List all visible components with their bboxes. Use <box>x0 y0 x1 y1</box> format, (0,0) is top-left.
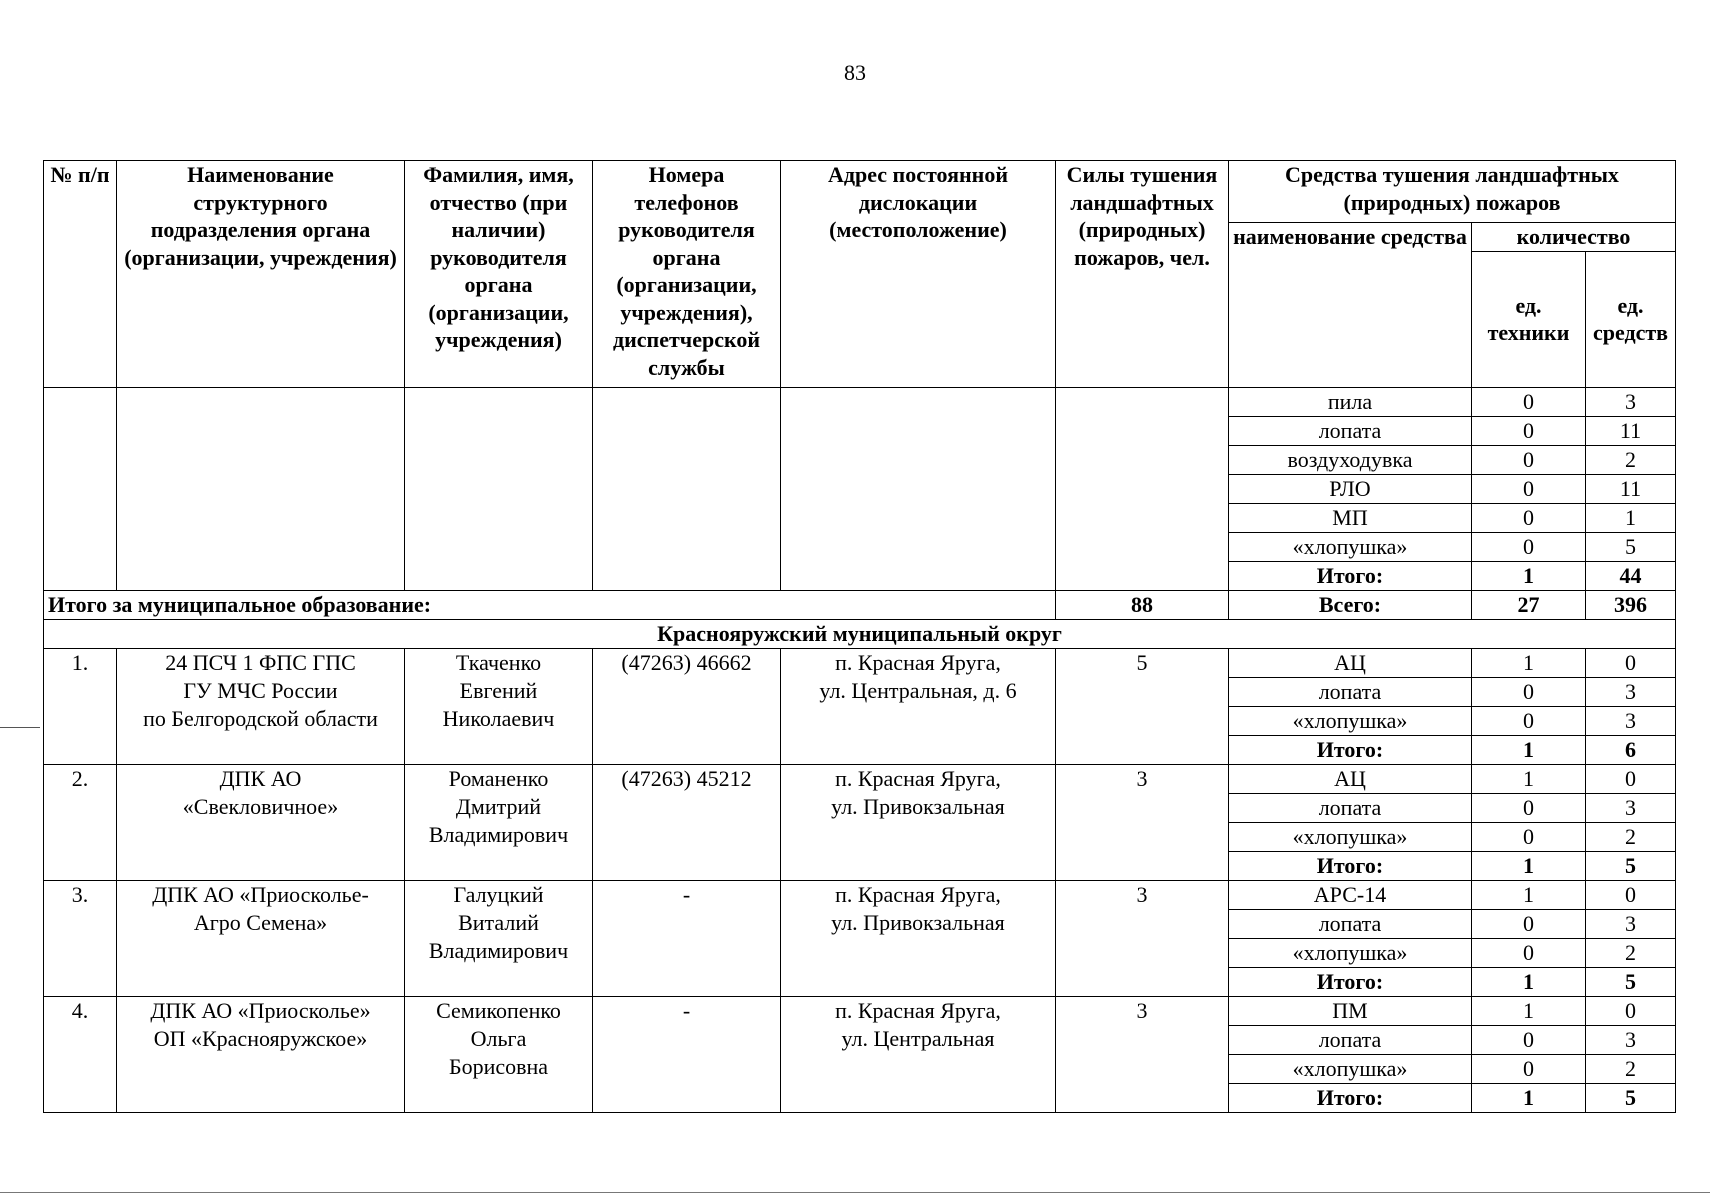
units-means: 3 <box>1586 793 1676 822</box>
means-name: лопата <box>1229 793 1472 822</box>
means-name: пила <box>1229 387 1472 416</box>
header-means: Средства тушения ландшафтных (природных) пожаров <box>1229 161 1676 223</box>
entry-num: 4. <box>44 996 117 1112</box>
units-tech: 1 <box>1472 648 1586 677</box>
table-row <box>44 880 1676 909</box>
entry-num: 1. <box>44 648 117 764</box>
entry-head-line: Владимирович <box>428 937 569 963</box>
header-head: Фамилия, имя, отчество (при наличии) руководителя органа (организации, учреждения) <box>405 161 593 388</box>
means-name: лопата <box>1229 677 1472 706</box>
units-tech: 0 <box>1472 387 1586 416</box>
units-means: 2 <box>1586 1054 1676 1083</box>
table-row <box>44 996 1676 1025</box>
entry-address-line: ул. Центральная <box>841 1025 995 1051</box>
means-name: лопата <box>1229 909 1472 938</box>
means-name: Итого: <box>1229 967 1472 996</box>
units-means: 2 <box>1586 445 1676 474</box>
header-units-means: ед. средств <box>1586 251 1676 387</box>
scan-bottom-line <box>0 1192 1710 1193</box>
entry-head <box>405 648 593 764</box>
entry-unit <box>117 880 405 996</box>
table-row <box>44 387 1676 416</box>
units-means: 6 <box>1586 735 1676 764</box>
table-body <box>44 387 1676 1112</box>
entry-head-line: Николаевич <box>442 705 555 731</box>
units-means: 11 <box>1586 416 1676 445</box>
means-name: АЦ <box>1229 764 1472 793</box>
municipal-total-label: Итого за муниципальное образование: <box>44 590 1056 619</box>
units-means: 3 <box>1586 1025 1676 1054</box>
units-means: 11 <box>1586 474 1676 503</box>
units-tech: 0 <box>1472 909 1586 938</box>
units-tech: 0 <box>1472 677 1586 706</box>
means-name: «хлопушка» <box>1229 938 1472 967</box>
entry-head-line: Дмитрий <box>455 793 542 819</box>
entry-head-line: Владимирович <box>428 821 569 847</box>
entry-unit-line: по Белгородской области <box>143 705 378 731</box>
entry-head-line: Евгений <box>459 677 538 703</box>
entry-unit-line: 24 ПСЧ 1 ФПС ГПС <box>165 649 356 675</box>
means-name: АЦ <box>1229 648 1472 677</box>
units-means: 5 <box>1586 967 1676 996</box>
units-means: 3 <box>1586 909 1676 938</box>
entry-head <box>405 996 593 1112</box>
municipal-total-name: Всего: <box>1229 590 1472 619</box>
empty-cell <box>405 387 593 590</box>
units-means: 0 <box>1586 996 1676 1025</box>
entry-address-line: ул. Привокзальная <box>831 909 1005 935</box>
header-unit: Наименование структурного подразделения органа (организации, учреждения) <box>117 161 405 388</box>
means-name: «хлопушка» <box>1229 822 1472 851</box>
entry-unit-line: Агро Семена» <box>193 909 328 935</box>
units-means: 0 <box>1586 764 1676 793</box>
means-name: Итого: <box>1229 1083 1472 1112</box>
table-row <box>44 648 1676 677</box>
entry-address-line: п. Красная Яруга, <box>835 649 1001 675</box>
entry-num: 3. <box>44 880 117 996</box>
entry-forces: 3 <box>1056 880 1229 996</box>
entry-head-line: Семикопенко <box>436 997 561 1023</box>
units-tech: 0 <box>1472 416 1586 445</box>
district-row <box>44 619 1676 648</box>
document-sheet <box>43 160 1676 1113</box>
header-num: № п/п <box>44 161 117 388</box>
means-name: Итого: <box>1229 561 1472 590</box>
units-tech: 0 <box>1472 938 1586 967</box>
units-means: 2 <box>1586 938 1676 967</box>
entry-forces: 5 <box>1056 648 1229 764</box>
units-tech: 1 <box>1472 967 1586 996</box>
entry-phone: (47263) 45212 <box>593 764 781 880</box>
district-title: Краснояружский муниципальный округ <box>44 619 1676 648</box>
entry-forces: 3 <box>1056 996 1229 1112</box>
entry-head-line: Галуцкий <box>453 881 544 907</box>
units-means: 0 <box>1586 648 1676 677</box>
entry-address-line: п. Красная Яруга, <box>835 765 1001 791</box>
means-name: ПМ <box>1229 996 1472 1025</box>
entry-address-line: ул. Привокзальная <box>831 793 1005 819</box>
header-quantity: количество <box>1472 223 1676 252</box>
page-number: 83 <box>844 60 866 85</box>
units-tech: 1 <box>1472 561 1586 590</box>
header-address: Адрес постоянной дислокации (местоположение) <box>781 161 1056 388</box>
empty-cell <box>44 387 117 590</box>
units-means: 44 <box>1586 561 1676 590</box>
means-name: Итого: <box>1229 851 1472 880</box>
entry-address <box>781 996 1056 1112</box>
entry-unit-line: ДПК АО <box>219 765 302 791</box>
entry-unit-line: ДПК АО «Приосколье» <box>150 997 371 1023</box>
header-forces: Силы тушения ландшафтных (природных) пожаров, чел. <box>1056 161 1229 388</box>
empty-cell <box>593 387 781 590</box>
means-name: лопата <box>1229 1025 1472 1054</box>
entry-head-line: Виталий <box>458 909 539 935</box>
entry-unit-line: ДПК АО «Приосколье- <box>152 881 369 907</box>
units-tech: 0 <box>1472 503 1586 532</box>
entry-phone: - <box>593 996 781 1112</box>
entry-unit-line: ГУ МЧС России <box>183 677 338 703</box>
entry-unit <box>117 996 405 1112</box>
entry-head-line: Ольга <box>470 1025 527 1051</box>
units-means: 5 <box>1586 532 1676 561</box>
header-phones: Номера телефонов руководителя органа (организации, учреждения), диспетчерской службы <box>593 161 781 388</box>
entry-num: 2. <box>44 764 117 880</box>
municipal-total-tech: 27 <box>1472 590 1586 619</box>
means-name: РЛО <box>1229 474 1472 503</box>
empty-cell <box>1056 387 1229 590</box>
entry-unit <box>117 648 405 764</box>
units-means: 1 <box>1586 503 1676 532</box>
entry-head-line: Ткаченко <box>455 649 542 675</box>
table-header <box>44 161 1676 388</box>
units-tech: 1 <box>1472 735 1586 764</box>
entry-phone: (47263) 46662 <box>593 648 781 764</box>
units-means: 3 <box>1586 706 1676 735</box>
units-tech: 0 <box>1472 1025 1586 1054</box>
units-means: 3 <box>1586 677 1676 706</box>
entry-address <box>781 648 1056 764</box>
entry-unit-line: «Свекловичное» <box>182 793 339 819</box>
means-name: лопата <box>1229 416 1472 445</box>
units-tech: 1 <box>1472 851 1586 880</box>
units-tech: 0 <box>1472 822 1586 851</box>
entry-forces: 3 <box>1056 764 1229 880</box>
header-units-tech: ед. техники <box>1472 251 1586 387</box>
entry-head-line: Романенко <box>448 765 549 791</box>
entry-address-line: ул. Центральная, д. 6 <box>819 677 1017 703</box>
units-means: 5 <box>1586 851 1676 880</box>
municipal-total-means: 396 <box>1586 590 1676 619</box>
entry-head <box>405 880 593 996</box>
header-means-name: наименование средства <box>1229 223 1472 388</box>
units-tech: 1 <box>1472 1083 1586 1112</box>
entry-unit-line: ОП «Краснояружское» <box>153 1025 368 1051</box>
entry-address <box>781 880 1056 996</box>
resources-table <box>43 160 1676 1113</box>
means-name: «хлопушка» <box>1229 706 1472 735</box>
empty-cell <box>781 387 1056 590</box>
units-tech: 1 <box>1472 996 1586 1025</box>
units-means: 2 <box>1586 822 1676 851</box>
means-name: «хлопушка» <box>1229 1054 1472 1083</box>
entry-address <box>781 764 1056 880</box>
entry-phone: - <box>593 880 781 996</box>
units-tech: 0 <box>1472 474 1586 503</box>
entry-unit <box>117 764 405 880</box>
means-name: Итого: <box>1229 735 1472 764</box>
means-name: МП <box>1229 503 1472 532</box>
entry-address-line: п. Красная Яруга, <box>835 997 1001 1023</box>
units-tech: 1 <box>1472 764 1586 793</box>
table-row <box>44 764 1676 793</box>
entry-head-line: Борисовна <box>448 1053 549 1079</box>
entry-head <box>405 764 593 880</box>
municipal-total-row <box>44 590 1676 619</box>
units-means: 0 <box>1586 880 1676 909</box>
entry-address-line: п. Красная Яруга, <box>835 881 1001 907</box>
means-name: «хлопушка» <box>1229 532 1472 561</box>
scan-margin-line <box>0 727 40 728</box>
units-means: 5 <box>1586 1083 1676 1112</box>
units-tech: 0 <box>1472 532 1586 561</box>
empty-cell <box>117 387 405 590</box>
means-name: АРС-14 <box>1229 880 1472 909</box>
units-tech: 0 <box>1472 706 1586 735</box>
units-tech: 1 <box>1472 880 1586 909</box>
units-tech: 0 <box>1472 793 1586 822</box>
units-means: 3 <box>1586 387 1676 416</box>
units-tech: 0 <box>1472 445 1586 474</box>
municipal-total-forces: 88 <box>1056 590 1229 619</box>
means-name: воздуходувка <box>1229 445 1472 474</box>
units-tech: 0 <box>1472 1054 1586 1083</box>
